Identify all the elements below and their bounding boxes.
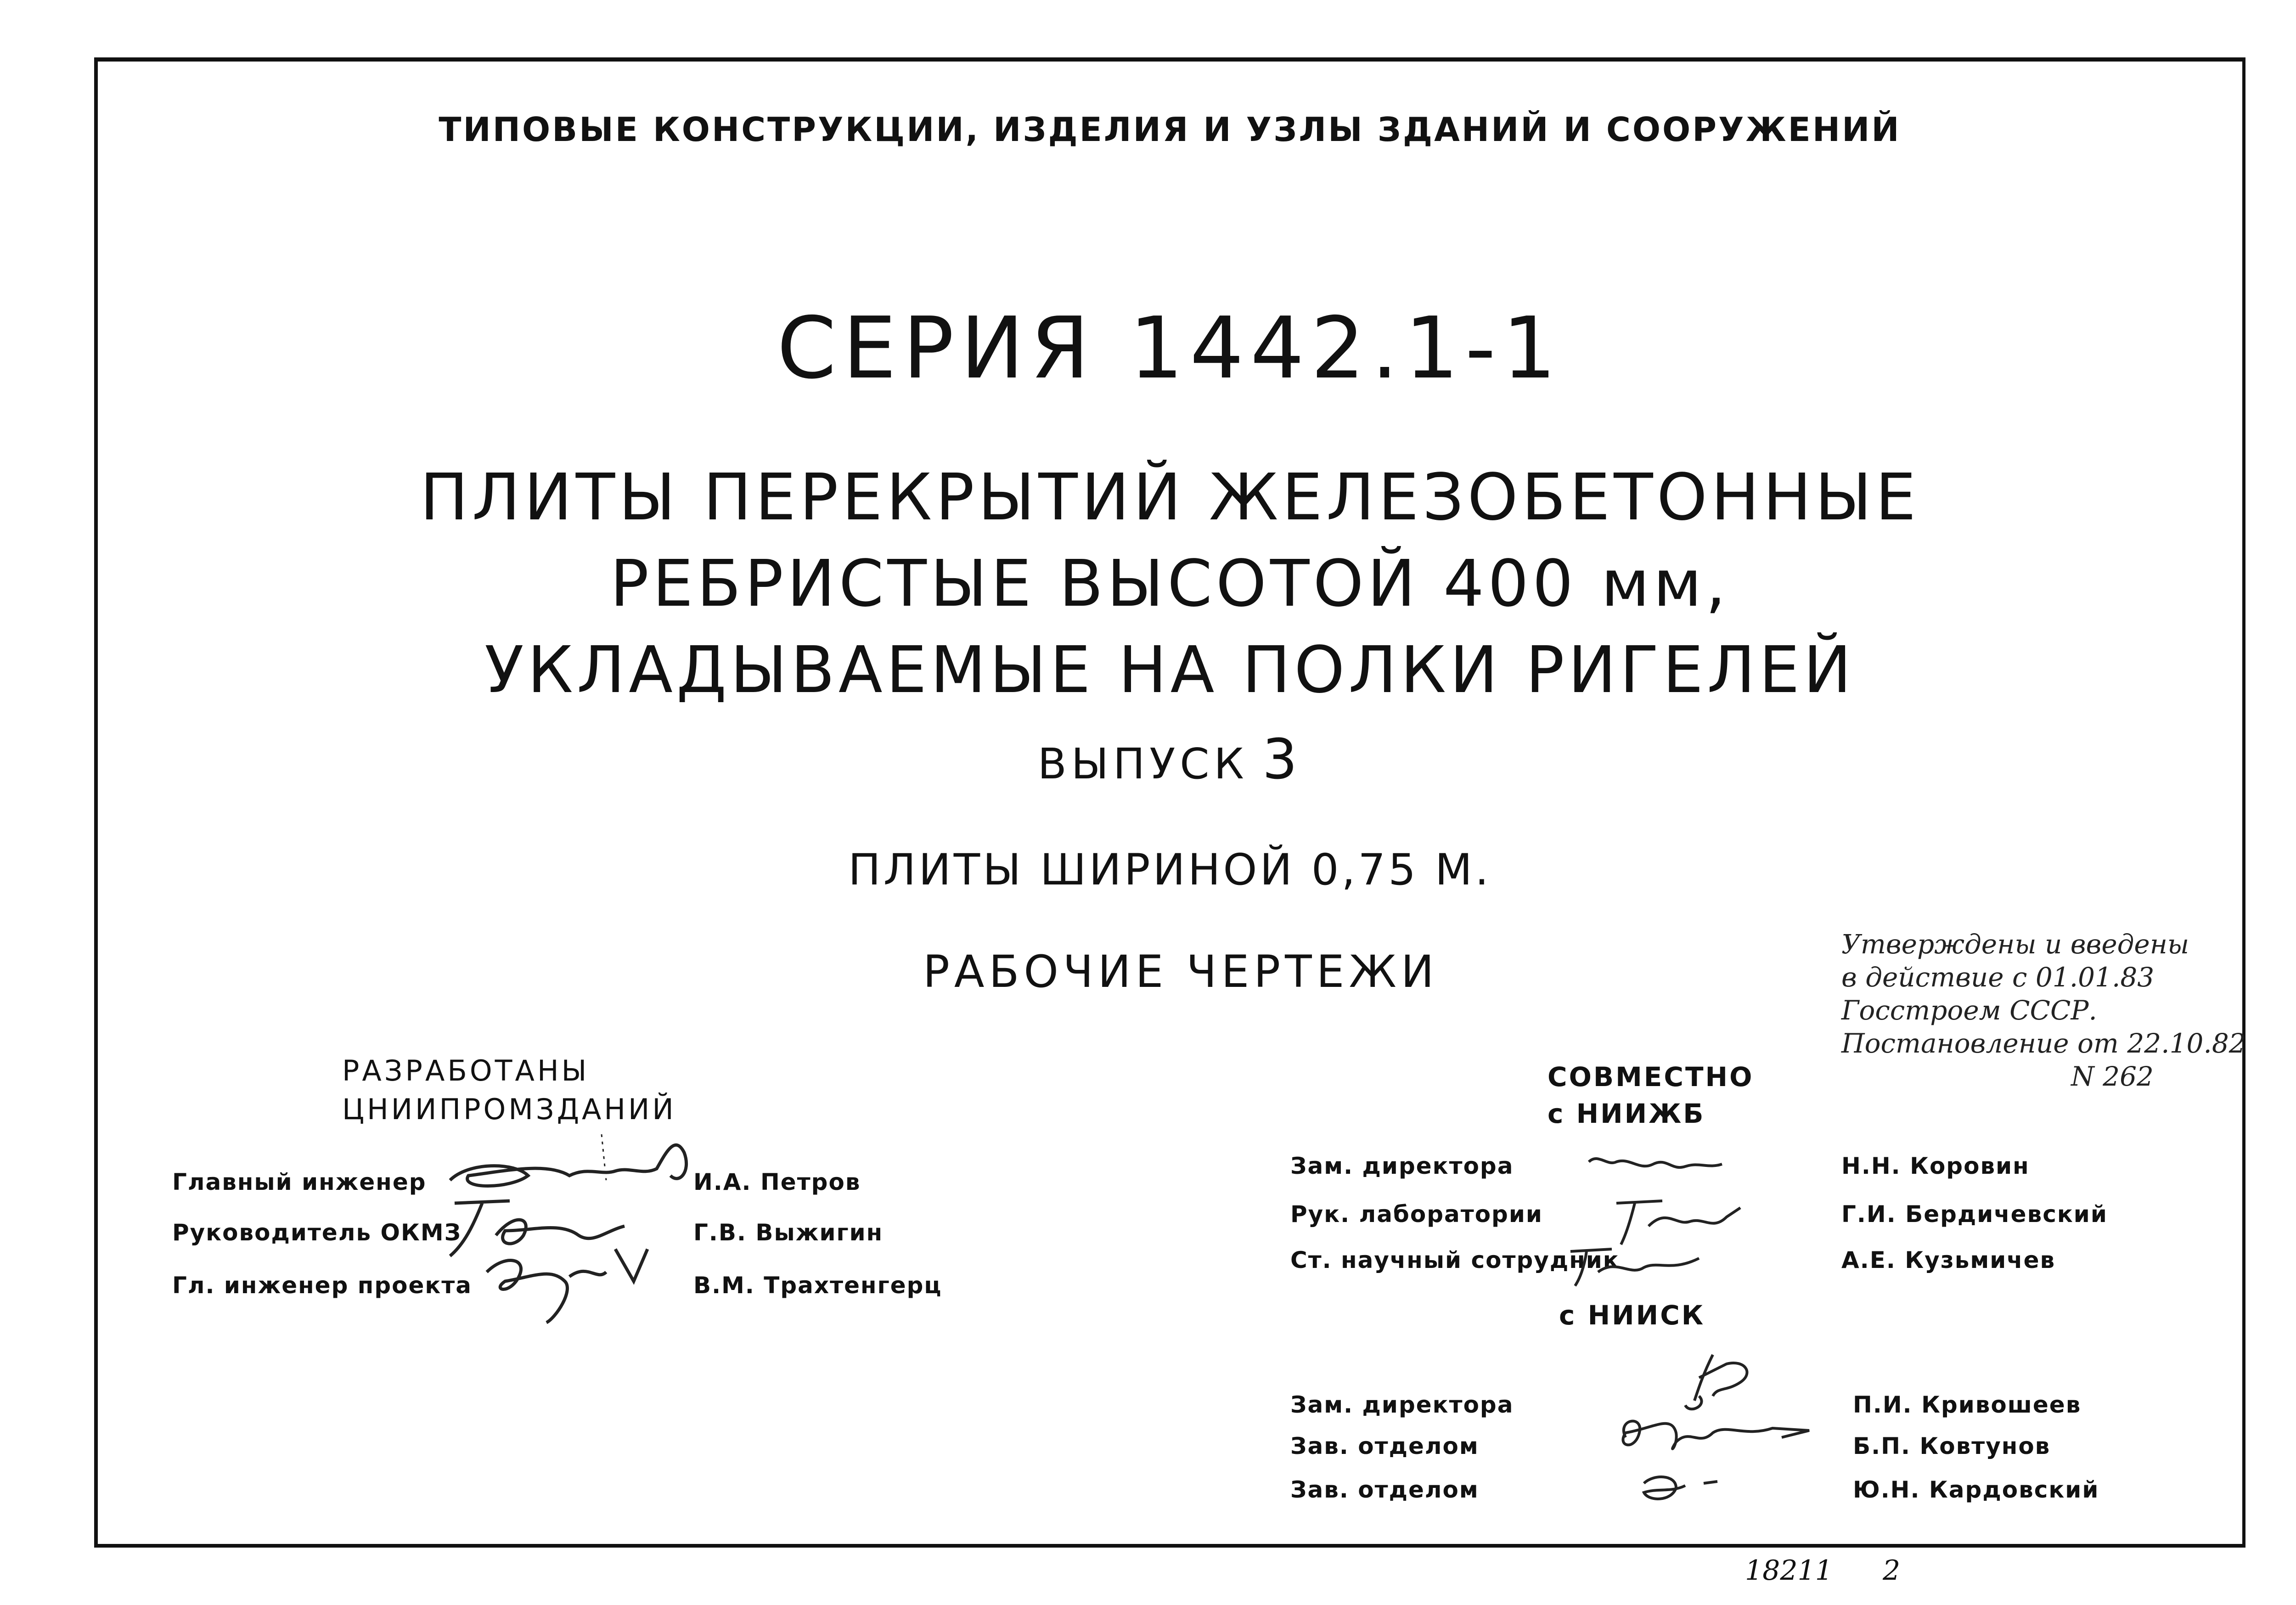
document-title xyxy=(94,455,2245,714)
joint-position-3: Ст. научный сотрудник xyxy=(1290,1247,1620,1273)
signature-kuzmichev xyxy=(1561,1240,1708,1290)
approval-line-1: Утверждены и введены xyxy=(1841,929,2189,960)
issue-line xyxy=(94,728,2245,792)
title-line-1: ПЛИТЫ ПЕРЕКРЫТИЙ ЖЕЛЕЗОБЕТОННЫЕ xyxy=(420,460,1920,535)
dev-position-1: Главный инженер xyxy=(172,1169,427,1195)
title-line-3: УКЛАДЫВАЕМЫЕ НА ПОЛКИ РИГЕЛЕЙ xyxy=(484,633,1855,708)
signature-niisk xyxy=(1607,1346,1864,1511)
issue-label: ВЫПУСК xyxy=(1037,739,1249,788)
document-heading: ТИПОВЫЕ КОНСТРУКЦИИ, ИЗДЕЛИЯ И УЗЛЫ ЗДАНИЙ И СООРУЖЕНИЙ xyxy=(439,110,1901,149)
dev-name-2: Г.В. Выжигин xyxy=(693,1219,884,1246)
approval-line-5: N 262 xyxy=(2071,1061,2154,1092)
dev-position-2: Руководитель ОКМЗ xyxy=(172,1219,462,1246)
dev-name-3: В.М. Трахтенгерц xyxy=(693,1272,942,1299)
drawing-frame xyxy=(94,57,2245,1548)
niisk-position-1: Зам. директора xyxy=(1290,1391,1514,1418)
approval-line-4: Постановление от 22.10.82 xyxy=(1841,1028,2246,1059)
niisk-position-2: Зав. отделом xyxy=(1290,1433,1479,1459)
joint-name-1: Н.Н. Коровин xyxy=(1841,1153,2030,1179)
niisk-position-3: Зав. отделом xyxy=(1290,1476,1479,1503)
page-number: 2 xyxy=(1883,1554,1901,1587)
developed-line-2: ЦНИИПРОМЗДАНИЙ xyxy=(342,1093,676,1126)
niisk-label: с НИИСК xyxy=(1559,1300,1705,1331)
jointly-line-1: СОВМЕСТНО xyxy=(1548,1061,1754,1093)
issue-number: 3 xyxy=(1262,728,1302,792)
jointly-line-2: с НИИЖБ xyxy=(1548,1098,1705,1129)
title-line-2: РЕБРИСТЫЕ ВЫСОТОЙ 400 мм, xyxy=(610,546,1730,621)
approval-line-3: Госстроем СССР. xyxy=(1841,995,2097,1026)
dev-position-3: Гл. инженер проекта xyxy=(172,1272,473,1299)
niisk-name-3: Ю.Н. Кардовский xyxy=(1853,1476,2099,1503)
niisk-name-2: Б.П. Ковтунов xyxy=(1853,1433,2051,1459)
dev-name-1: И.А. Петров xyxy=(693,1169,861,1195)
joint-name-3: А.Е. Кузьмичев xyxy=(1841,1247,2056,1273)
approval-line-2: в действие с 01.01.83 xyxy=(1841,962,2155,993)
signature-trakhtengerts xyxy=(478,1240,652,1327)
developed-line-1: РАЗРАБОТАНЫ xyxy=(342,1054,590,1087)
niisk-name-1: П.И. Кривошеев xyxy=(1853,1391,2082,1418)
work-drawings-label: РАБОЧИЕ ЧЕРТЕЖИ xyxy=(923,946,1439,997)
jointly-label xyxy=(1548,1059,1754,1132)
series-title: СЕРИЯ 1442.1-1 xyxy=(777,298,1563,398)
inventory-number: 18211 xyxy=(1745,1554,1833,1587)
joint-position-2: Рук. лаборатории xyxy=(1290,1201,1543,1228)
developed-by-label xyxy=(342,1052,676,1129)
plates-width: ПЛИТЫ ШИРИНОЙ 0,75 М. xyxy=(848,845,1491,895)
joint-name-2: Г.И. Бердичевский xyxy=(1841,1201,2108,1228)
approval-note xyxy=(1841,928,2246,1093)
joint-position-1: Зам. директора xyxy=(1290,1153,1514,1179)
signature-korovin xyxy=(1580,1143,1727,1185)
